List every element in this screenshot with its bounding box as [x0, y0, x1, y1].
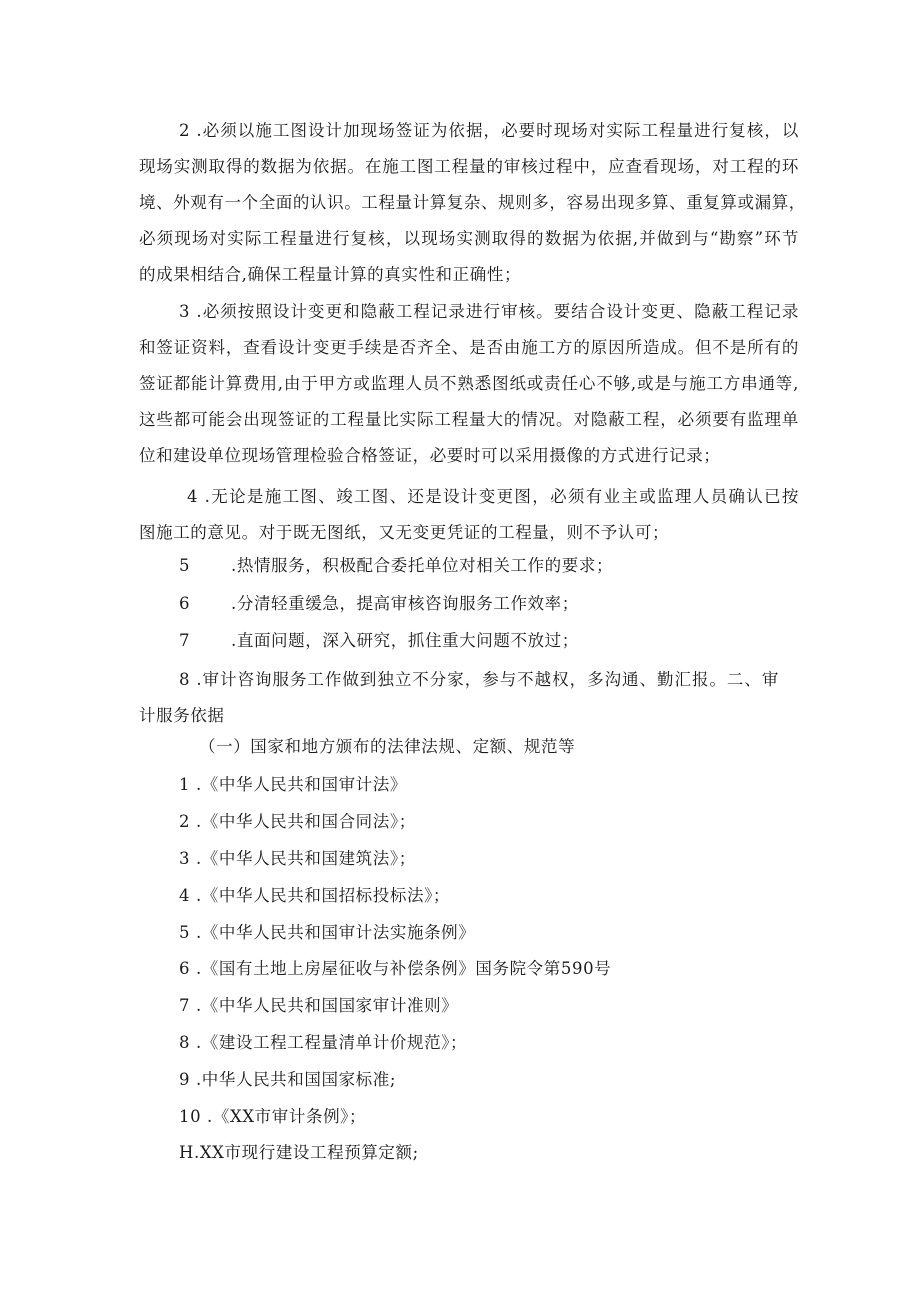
law-item: 1 .《中华人民共和国审计法》 [179, 775, 407, 794]
paragraph-line: 这些都可能会出现签证的工程量比实际工程量大的情况。对隐蔽工程，必须要有监理单 [139, 410, 799, 429]
item-number: 5 [179, 556, 191, 575]
law-item: 4 .《中华人民共和国招标投标法》； [179, 886, 451, 905]
paragraph-line: 必须现场对实际工程量进行复核，以现场实测取得的数据为依据,并做到与“勘察”环节 [139, 229, 799, 248]
paragraph-8 [139, 662, 779, 734]
paragraph-3 [139, 294, 799, 474]
law-item: 9 .中华人民共和国国家标准; [179, 1070, 397, 1089]
law-item: 5 .《中华人民共和国审计法实施条例》 [179, 923, 476, 942]
law-item: 6 .《国有土地上房屋征收与补偿条例》国务院令第590号 [179, 959, 612, 978]
list-item-7 [179, 629, 579, 653]
paragraph-line: 2 .必须以施工图设计加现场签证为依据，必要时现场对实际工程量进行复核，以 [179, 121, 799, 140]
law-item: 7 .《中华人民共和国国家审计准则》 [179, 996, 459, 1015]
paragraph-line: 的成果相结合,确保工程量计算的真实性和正确性； [139, 265, 522, 284]
law-item: 10 .《XX市审计条例》； [179, 1107, 367, 1126]
law-item: 8 .《建设工程工程量清单计价规范》； [179, 1033, 468, 1052]
paragraph-line: 图施工的意见。对于既无图纸，又无变更凭证的工程量，则不予认可； [139, 523, 670, 542]
paragraph-2 [139, 113, 806, 293]
item-text: .直面问题，深入研究，抓住重大问题不放过； [231, 631, 579, 650]
item-number: 7 [179, 631, 191, 650]
section-heading: （一）国家和地方颁布的法律法规、定额、规范等 [199, 737, 576, 756]
paragraph-4 [139, 479, 799, 551]
paragraph-line: 境、外观有一个全面的认识。工程量计算复杂、规则多，容易出现多算、重复算或漏算， [139, 193, 806, 212]
paragraph-line: 和签证资料，查看设计变更手续是否齐全、是否由施工方的原因所造成。但不是所有的 [139, 338, 799, 357]
paragraph-line: 8 .审计咨询服务工作做到独立不分家，参与不越权，多沟通、勤汇报。二、审 [179, 670, 779, 689]
list-item-5 [179, 554, 613, 578]
paragraph-line: 计服务依据 [139, 706, 225, 725]
item-text: .分清轻重缓急，提高审核咨询服务工作效率； [231, 594, 579, 613]
law-item: 2 .《中华人民共和国合同法》； [179, 812, 416, 831]
item-text: .热情服务，积极配合委托单位对相关工作的要求； [231, 556, 614, 575]
paragraph-line: 4 .无论是施工图、竣工图、还是设计变更图，必须有业主或监理人员确认已按 [187, 487, 799, 506]
paragraph-line: 位和建设单位现场管理检验合格签证，必要时可以采用摄像的方式进行记录； [139, 446, 721, 465]
paragraph-line: 3 .必须按照设计变更和隐蔽工程记录进行审核。要结合设计变更、隐蔽工程记录 [179, 302, 799, 321]
law-item: H.XX市现行建设工程预算定额; [179, 1143, 419, 1162]
item-number: 6 [179, 594, 191, 613]
list-item-6 [179, 592, 579, 616]
paragraph-line: 签证都能计算费用,由于甲方或监理人员不熟悉图纸或责任心不够,或是与施工方串通等, [139, 374, 799, 393]
paragraph-line: 现场实测取得的数据为依据。在施工图工程量的审核过程中，应查看现场，对工程的环 [139, 157, 799, 176]
law-item: 3 .《中华人民共和国建筑法》； [179, 849, 416, 868]
